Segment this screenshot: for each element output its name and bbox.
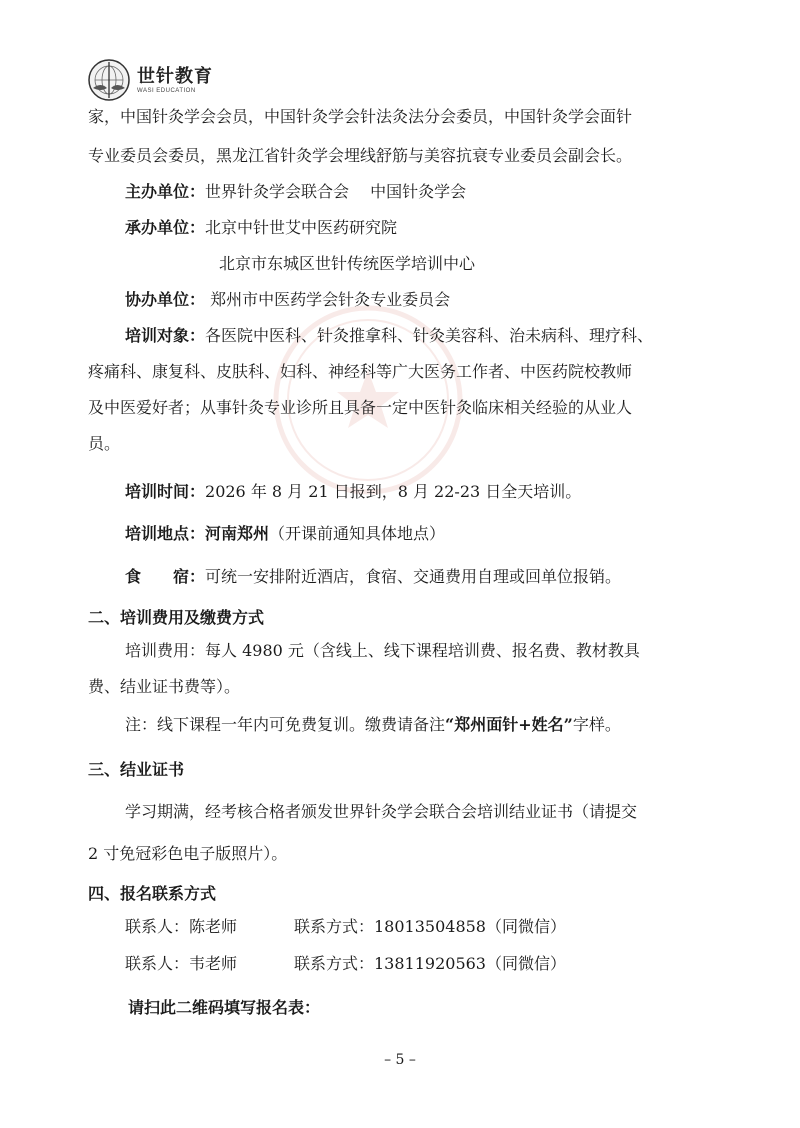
- contact-person: 联系人：韦老师: [125, 954, 238, 973]
- undertaker-value-1: 北京中针世艾中医药研究院: [205, 218, 398, 237]
- undertaker-row: [125, 217, 397, 239]
- page-number: – 5 –: [384, 1052, 416, 1068]
- target-line-4: 员。: [88, 434, 121, 453]
- section-4-title: 四、报名联系方式: [88, 884, 217, 903]
- logo-chinese-name: 世针教育: [137, 65, 213, 87]
- contact-phone: 联系方式：13811920563（同微信）: [294, 954, 566, 973]
- contact-person: 联系人：陈老师: [125, 917, 238, 936]
- qr-prompt: 请扫此二维码填写报名表：: [128, 998, 321, 1017]
- lodging-value: 可统一安排附近酒店，食宿、交通费用自理或回单位报销。: [205, 567, 622, 586]
- place-city: 河南郑州: [205, 524, 270, 543]
- target-line-3: 及中医爱好者；从事针灸专业诊所且具备一定中医针灸临床相关经验的从业人: [88, 398, 633, 417]
- globe-needle-logo-icon: [87, 58, 131, 102]
- undertaker-value-2: 北京市东城区世针传统医学培训中心: [219, 254, 476, 273]
- contact-row: [125, 916, 237, 938]
- undertaker-label: 承办单位：: [125, 218, 206, 237]
- intro-line-1: 家，中国针灸学会会员，中国针灸学会针法灸法分会委员，中国针灸学会面针: [88, 107, 633, 126]
- intro-line-2: 专业委员会委员，黑龙江省针灸学会埋线舒筋与美容抗衰专业委员会副会长。: [88, 146, 633, 165]
- fee-note-suffix: 字样。: [572, 715, 621, 734]
- organizer-value: 世界针灸学会联合会 中国针灸学会: [205, 182, 467, 201]
- certificate-line-1: 学习期满，经考核合格者颁发世界针灸学会联合会培训结业证书（请提交: [125, 802, 638, 821]
- fee-note-bold: “郑州面针+姓名”: [445, 715, 573, 734]
- co-organizer-row: [125, 289, 450, 311]
- target-row: [125, 325, 653, 347]
- place-note: （开课前通知具体地点）: [269, 524, 446, 543]
- contact-phone: 联系方式：18013504858（同微信）: [294, 917, 566, 936]
- organizer-row: [125, 181, 466, 203]
- logo-english-name: WASI EDUCATION: [137, 87, 196, 94]
- place-row: [125, 523, 445, 545]
- certificate-line-2: 2 寸免冠彩色电子版照片）。: [88, 844, 288, 863]
- time-row: [125, 481, 581, 503]
- fee-line-1: 培训费用：每人 4980 元（含线上、线下课程培训费、报名费、教材教具: [125, 641, 640, 660]
- fee-note-prefix: 注：线下课程一年内可免费复训。缴费请备注: [125, 715, 446, 734]
- lodging-row: [125, 566, 621, 588]
- section-2-title: 二、培训费用及缴费方式: [88, 608, 265, 627]
- co-organizer-label: 协办单位：: [125, 290, 206, 309]
- target-line-1: 各医院中医科、针灸推拿科、针灸美容科、治未病科、理疗科、: [205, 326, 654, 345]
- lodging-label: 食 宿：: [125, 567, 206, 586]
- section-3-title: 三、结业证书: [88, 760, 185, 779]
- target-label: 培训对象：: [125, 326, 206, 345]
- organizer-label: 主办单位：: [125, 182, 206, 201]
- contact-row: [125, 953, 237, 975]
- co-organizer-value: 郑州市中医药学会针灸专业委员会: [205, 290, 451, 309]
- target-line-2: 疼痛科、康复科、皮肤科、妇科、神经科等广大医务工作者、中医药院校教师: [88, 362, 633, 381]
- fee-line-2: 费、结业证书费等）。: [88, 677, 241, 696]
- time-value: 2026 年 8 月 21 日报到，8 月 22-23 日全天培训。: [205, 482, 582, 501]
- place-label: 培训地点：: [125, 524, 206, 543]
- brand-logo: [87, 58, 213, 102]
- time-label: 培训时间：: [125, 482, 206, 501]
- fee-note-row: [125, 714, 621, 736]
